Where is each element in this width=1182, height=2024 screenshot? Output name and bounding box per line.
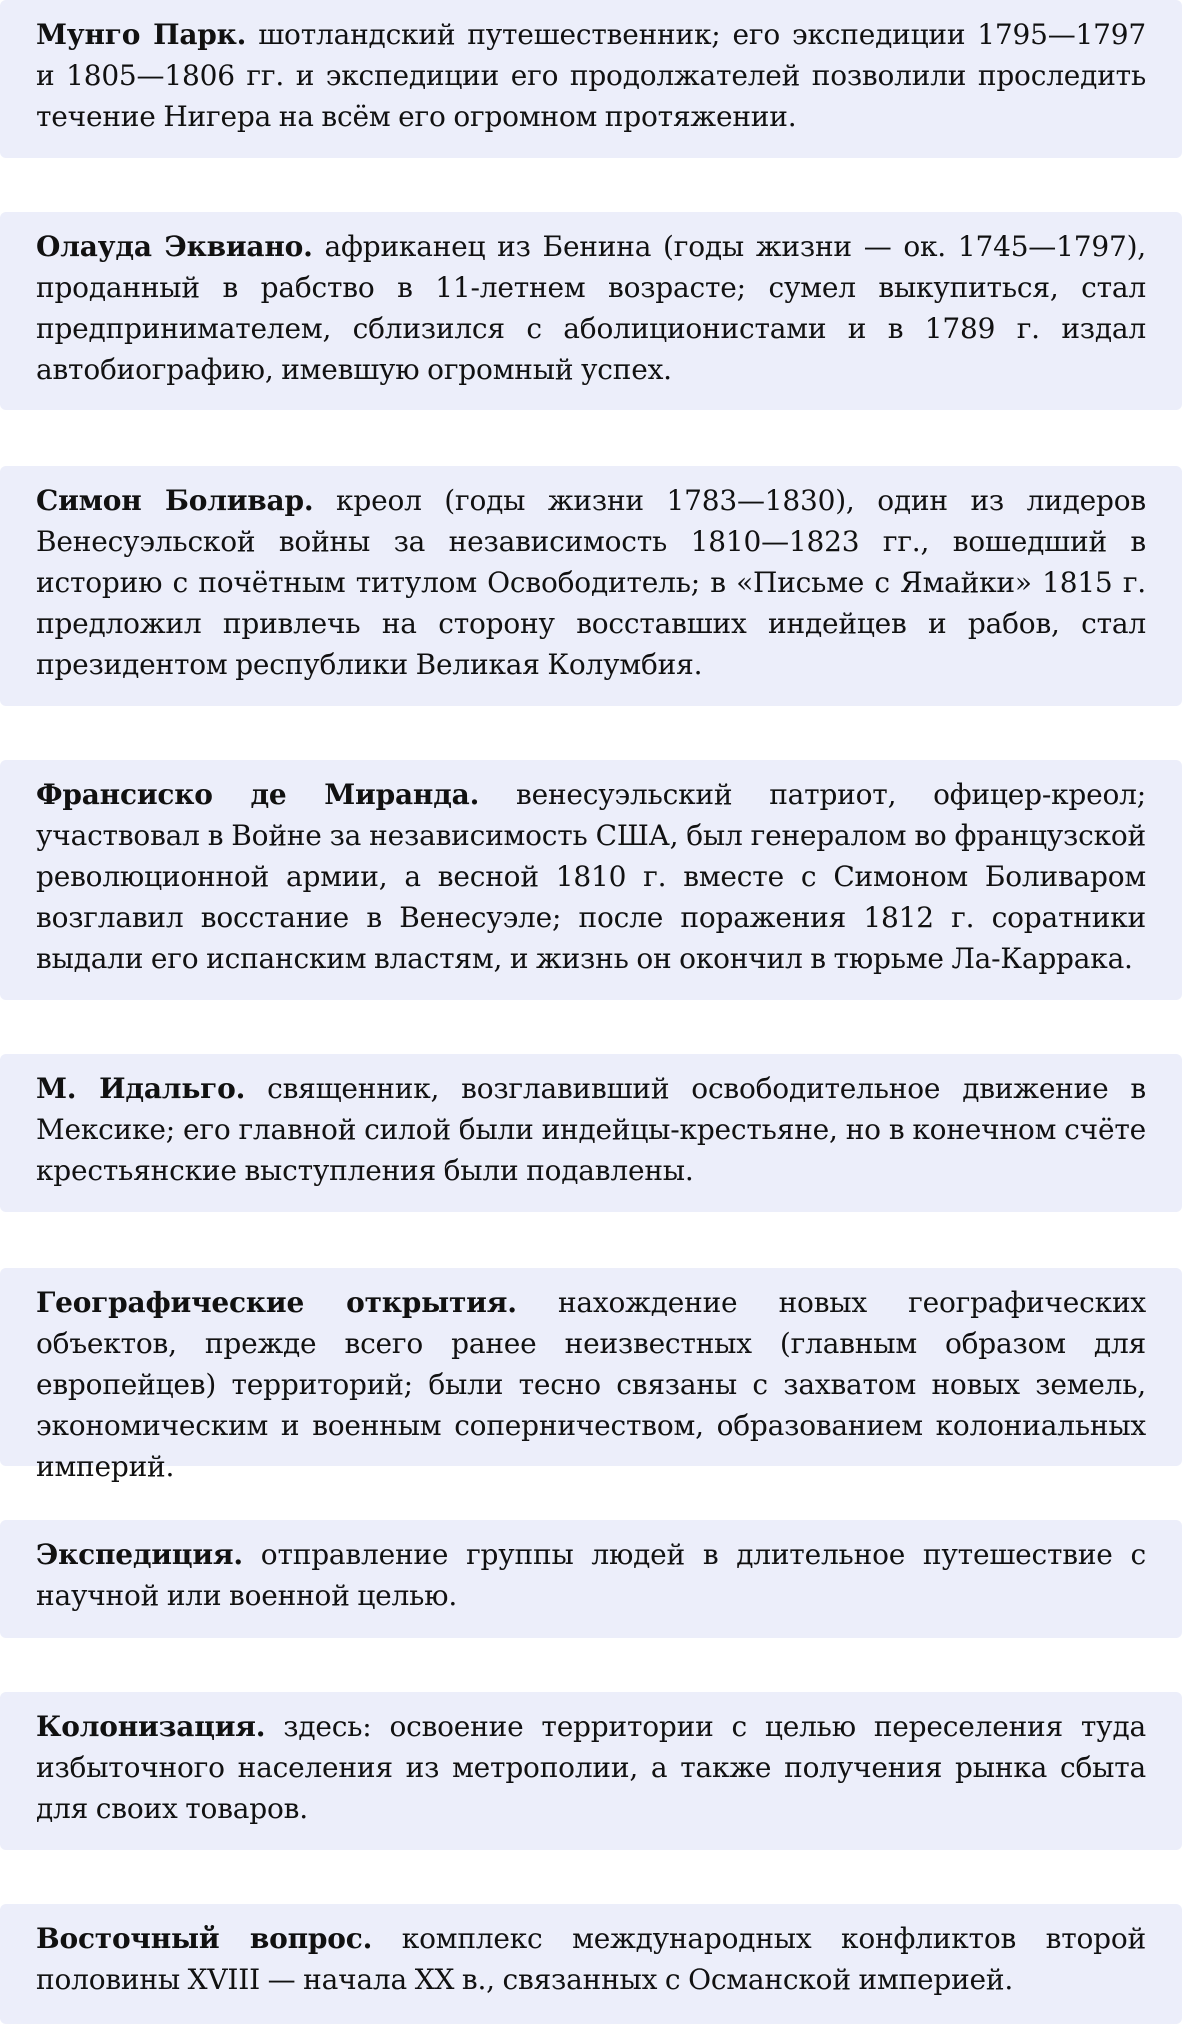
glossary-entry-eastern-question	[0, 1904, 1182, 2024]
entry-term: Колонизация.	[36, 1710, 266, 1743]
entry-definition: здесь: освоение территории с целью переселения туда избыточного населения из метрополии, а также получения рынка сбыта для своих товаров.	[36, 1710, 1146, 1825]
entry-term: Географические открытия.	[36, 1286, 517, 1319]
entry-definition: африканец из Бенина (годы жизни — ок. 1745—1797), проданный в рабство в 11-летнем возрасте; сумел выкупиться, стал предпринимателем, сблизился с аболиционистами и в 1789 г. издал автобиографию, имевшую огромный успех.	[36, 230, 1146, 386]
entry-text	[36, 1534, 1146, 1616]
entry-term: Мунго Парк.	[36, 18, 247, 51]
glossary-entry-francisco-de-miranda	[0, 760, 1182, 1000]
entry-text	[36, 1282, 1146, 1487]
glossary-entry-geographic-discoveries	[0, 1268, 1182, 1483]
entry-text	[36, 14, 1146, 137]
entry-term: Франсиско де Миранда.	[36, 778, 480, 811]
entry-definition: венесуэльский патриот, офицер-креол; участвовал в Войне за независимость США, был генералом во французской революционной армии, а весной 1810 г. вместе с Симоном Боливаром возглавил восстание в Венесуэле; после поражения 1812 г. соратники выдали его испанским властям, и жизнь он окончил в тюрьме Ла-Каррака.	[36, 778, 1147, 975]
entry-term: Экспедиция.	[36, 1538, 243, 1571]
entry-text	[36, 1068, 1146, 1191]
entry-definition: нахождение новых географических объектов, прежде всего ранее неизвестных (главным образом для европейцев) территорий; были тесно связаны с захватом новых земель, экономическим и военным соперничеством, образованием колониальных империй.	[36, 1286, 1146, 1483]
entry-definition: шотландский путешественник; его экспедиции 1795—1797 и 1805—1806 гг. и экспедиции его продолжателей позволили проследить течение Нигера на всём его огромном протяжении.	[36, 18, 1146, 133]
entry-text	[36, 1706, 1146, 1829]
entry-text	[36, 1918, 1146, 2000]
entry-definition: отправление группы людей в длительное путешествие с научной или военной целью.	[36, 1538, 1146, 1612]
entry-term: Олауда Эквиано.	[36, 230, 313, 263]
glossary-entry-colonization	[0, 1692, 1182, 1850]
entry-term: Восточный вопрос.	[36, 1922, 373, 1955]
entry-text	[36, 774, 1146, 979]
glossary-entry-olaudah-equiano	[0, 212, 1182, 410]
entry-definition: комплекс международных конфликтов второй половины XVIII — начала XX в., связанных с Османской империей.	[36, 1922, 1147, 1996]
entry-definition: креол (годы жизни 1783—1830), один из лидеров Венесуэльской войны за независимость 1810—1823 гг., вошедший в историю с почётным титулом Освободитель; в «Письме с Ямайки» 1815 г. предложил привлечь на сторону восставших индейцев и рабов, стал президентом республики Великая Колумбия.	[36, 484, 1146, 681]
glossary-entry-m-hidalgo	[0, 1054, 1182, 1212]
entry-term: Симон Боливар.	[36, 484, 314, 517]
entry-text	[36, 226, 1146, 390]
glossary-entry-mungo-park	[0, 0, 1182, 158]
glossary-entry-expedition	[0, 1520, 1182, 1638]
entry-term: М. Идальго.	[36, 1072, 246, 1105]
glossary-entry-simon-bolivar	[0, 466, 1182, 706]
entry-definition: священник, возглавивший освободительное движение в Мексике; его главной силой были индейцы-крестьяне, но в конечном счёте крестьянские выступления были подавлены.	[36, 1072, 1146, 1187]
entry-text	[36, 480, 1146, 685]
